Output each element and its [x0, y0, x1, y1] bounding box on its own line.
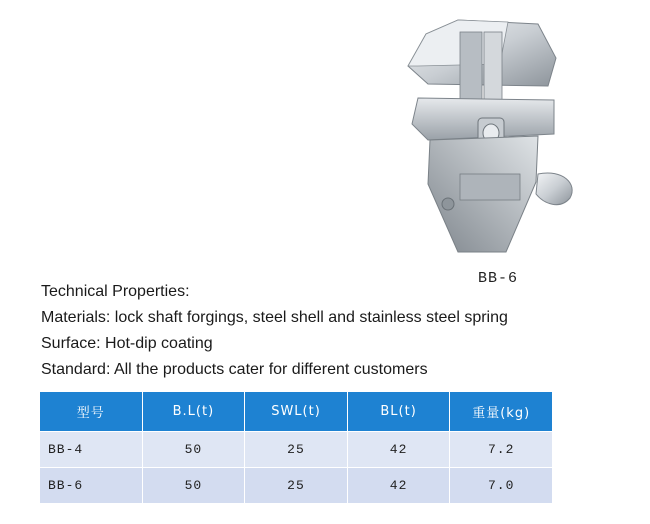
cell-model: BB-6: [40, 468, 143, 504]
specs-materials: Materials: lock shaft forgings, steel shell and stainless steel spring: [41, 309, 508, 326]
table-row: [40, 432, 553, 468]
header-model: 型号: [40, 392, 143, 432]
specs-surface: Surface: Hot-dip coating: [41, 335, 213, 352]
specs-heading: Technical Properties:: [41, 283, 190, 300]
cell-breaking-load: 50: [142, 432, 245, 468]
product-caption: BB-6: [478, 270, 519, 287]
cell-weight: 7.2: [450, 432, 553, 468]
technical-properties: [41, 281, 508, 385]
cell-model: BB-4: [40, 432, 143, 468]
cell-swl: 25: [245, 468, 348, 504]
cell-breaking-load: 50: [142, 468, 245, 504]
table-header-row: [40, 392, 553, 432]
header-bl: BL(t): [347, 392, 450, 432]
product-image: [388, 14, 578, 256]
cell-bl: 42: [347, 432, 450, 468]
cell-swl: 25: [245, 432, 348, 468]
header-breaking-load: B.L(t): [142, 392, 245, 432]
specs-standard: Standard: All the products cater for different customers: [41, 361, 428, 378]
header-weight: 重量(kg): [450, 392, 553, 432]
header-swl: SWL(t): [245, 392, 348, 432]
table-row: [40, 468, 553, 504]
spec-table: [39, 391, 553, 504]
cell-weight: 7.0: [450, 468, 553, 504]
cell-bl: 42: [347, 468, 450, 504]
